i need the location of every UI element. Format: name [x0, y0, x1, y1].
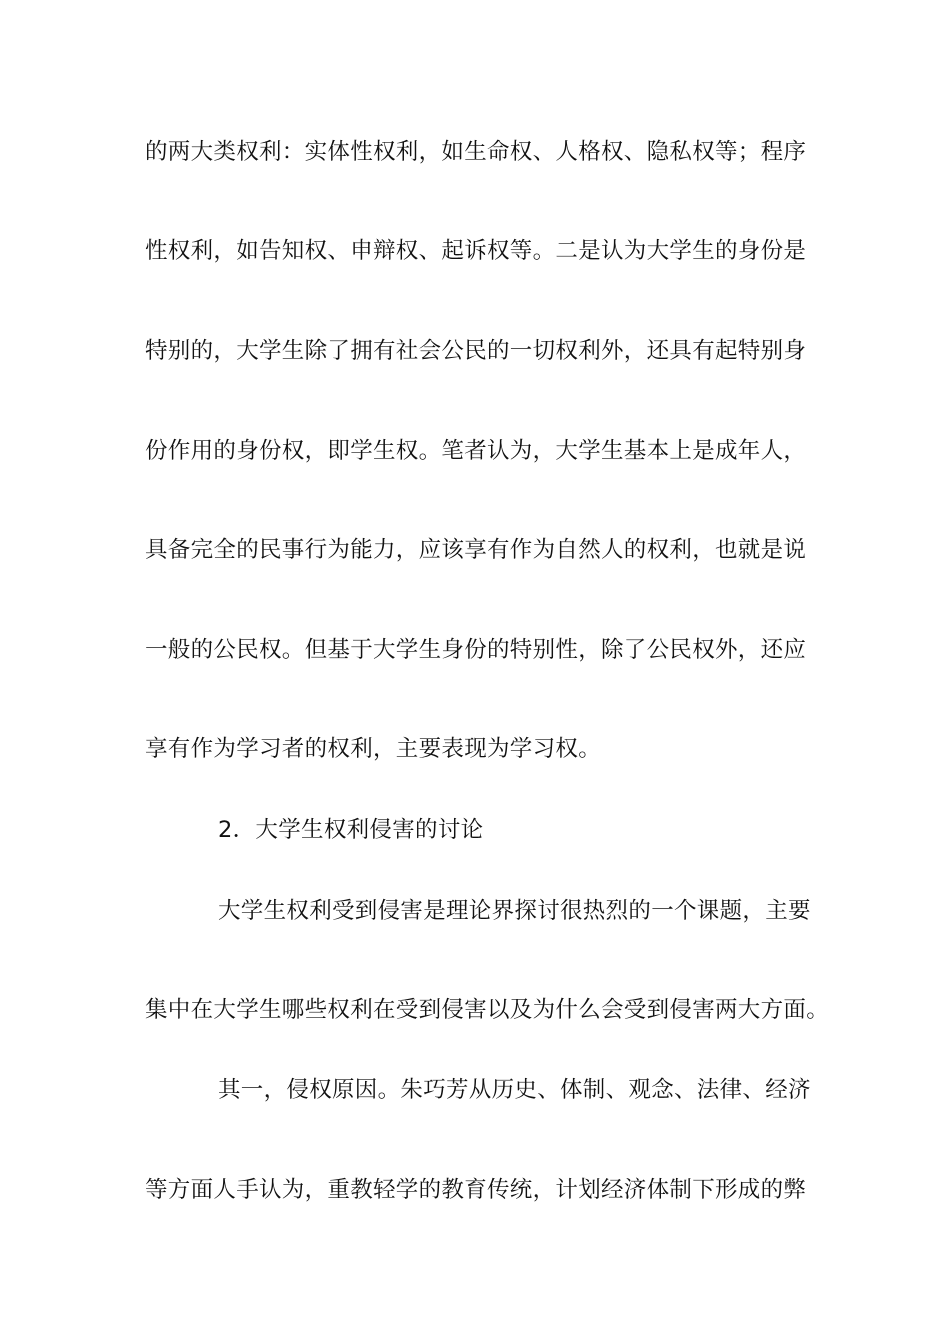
paragraph-line: 性权利，如告知权、申辩权、起诉权等。二是认为大学生的身份是 — [145, 238, 807, 264]
paragraph-line: 份作用的身份权，即学生权。笔者认为，大学生基本上是成年人， — [145, 438, 807, 464]
paragraph-line-first: 其一，侵权原因。朱巧芳从历史、体制、观念、法律、经济 — [218, 1077, 811, 1103]
paragraph-line-last: 集中在大学生哪些权利在受到侵害以及为什么会受到侵害两大方面。 — [145, 997, 830, 1023]
paragraph-line: 特别的，大学生除了拥有社会公民的一切权利外，还具有起特别身 — [145, 338, 807, 364]
paragraph-line-last: 享有作为学习者的权利，主要表现为学习权。 — [145, 736, 602, 762]
paragraph-line-first: 大学生权利受到侵害是理论界探讨很热烈的一个课题，主要 — [218, 898, 811, 924]
paragraph-line: 等方面人手认为，重教轻学的教育传统，计划经济体制下形成的弊 — [145, 1177, 807, 1203]
paragraph-line: 具备完全的民事行为能力，应该享有作为自然人的权利，也就是说 — [145, 537, 807, 563]
section-heading: 2．大学生权利侵害的讨论 — [218, 817, 484, 843]
paragraph-line: 一般的公民权。但基于大学生身份的特别性，除了公民权外，还应 — [145, 637, 807, 663]
paragraph-line: 的两大类权利：实体性权利，如生命权、人格权、隐私权等；程序 — [145, 139, 807, 165]
